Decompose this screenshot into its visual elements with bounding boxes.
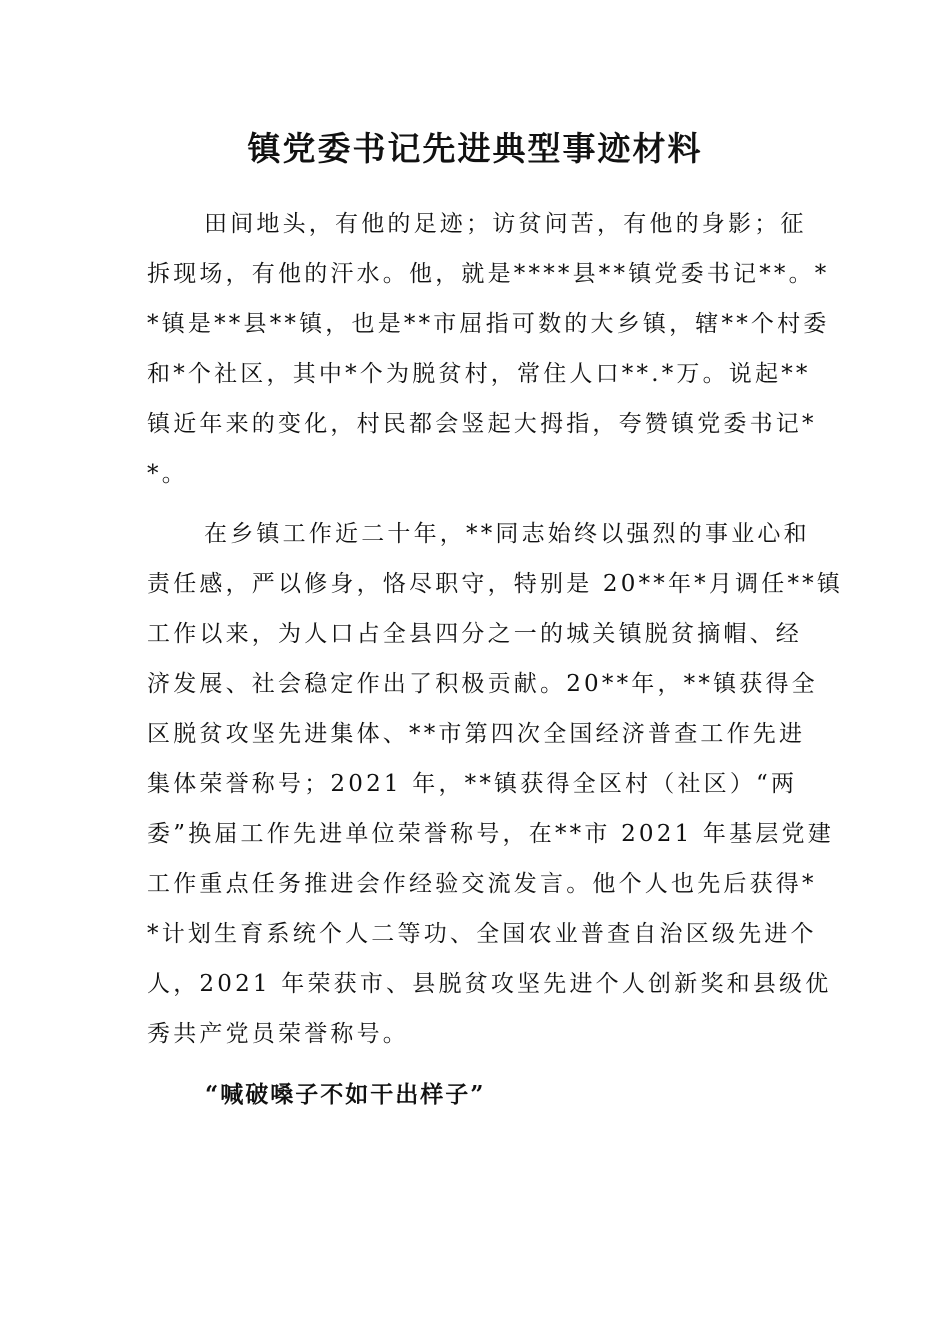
paragraph-2-line-4: 济发展、社会稳定作出了积极贡献。20**年，**镇获得全 <box>147 671 818 697</box>
paragraph-1-line-1: 田间地头，有他的足迹；访贫问苦，有他的身影；征 <box>204 211 807 237</box>
paragraph-1-line-2: 拆现场，有他的汗水。他，就是****县**镇党委书记**。* <box>147 261 830 287</box>
paragraph-2-line-11: 秀共产党员荣誉称号。 <box>147 1021 409 1047</box>
document-title: 镇党委书记先进典型事迹材料 <box>247 129 703 168</box>
paragraph-2-line-7: 委”换届工作先进单位荣誉称号，在**市 2021 年基层党建 <box>147 821 834 847</box>
paragraph-1-line-5: 镇近年来的变化，村民都会竖起大拇指，夸赞镇党委书记* <box>147 411 817 437</box>
paragraph-2-line-3: 工作以来，为人口占全县四分之一的城关镇脱贫摘帽、经 <box>147 621 802 647</box>
paragraph-2-line-2: 责任感，严以修身，恪尽职守，特别是 20**年*月调任**镇 <box>147 571 844 597</box>
paragraph-2-line-9: *计划生育系统个人二等功、全国农业普查自治区级先进个 <box>147 921 817 947</box>
paragraph-1-line-3: *镇是**县**镇，也是**市屈指可数的大乡镇，辖**个村委 <box>147 311 830 337</box>
paragraph-1-line-6: *。 <box>147 461 188 487</box>
paragraph-2-line-8: 工作重点任务推进会作经验交流发言。他个人也先后获得* <box>147 871 817 897</box>
paragraph-2-line-1: 在乡镇工作近二十年，**同志始终以强烈的事业心和 <box>204 521 810 547</box>
paragraph-2-line-10: 人，2021 年荣获市、县脱贫攻坚先进个人创新奖和县级优 <box>147 971 832 997</box>
paragraph-2-line-5: 区脱贫攻坚先进集体、**市第四次全国经济普查工作先进 <box>147 721 806 747</box>
section-subheading: “喊破嗓子不如干出样子” <box>205 1081 486 1108</box>
paragraph-2-line-6: 集体荣誉称号；2021 年，**镇获得全区村（社区）“两 <box>147 771 798 797</box>
paragraph-1-line-4: 和*个社区，其中*个为脱贫村，常住人口**.*万。说起** <box>147 361 811 387</box>
